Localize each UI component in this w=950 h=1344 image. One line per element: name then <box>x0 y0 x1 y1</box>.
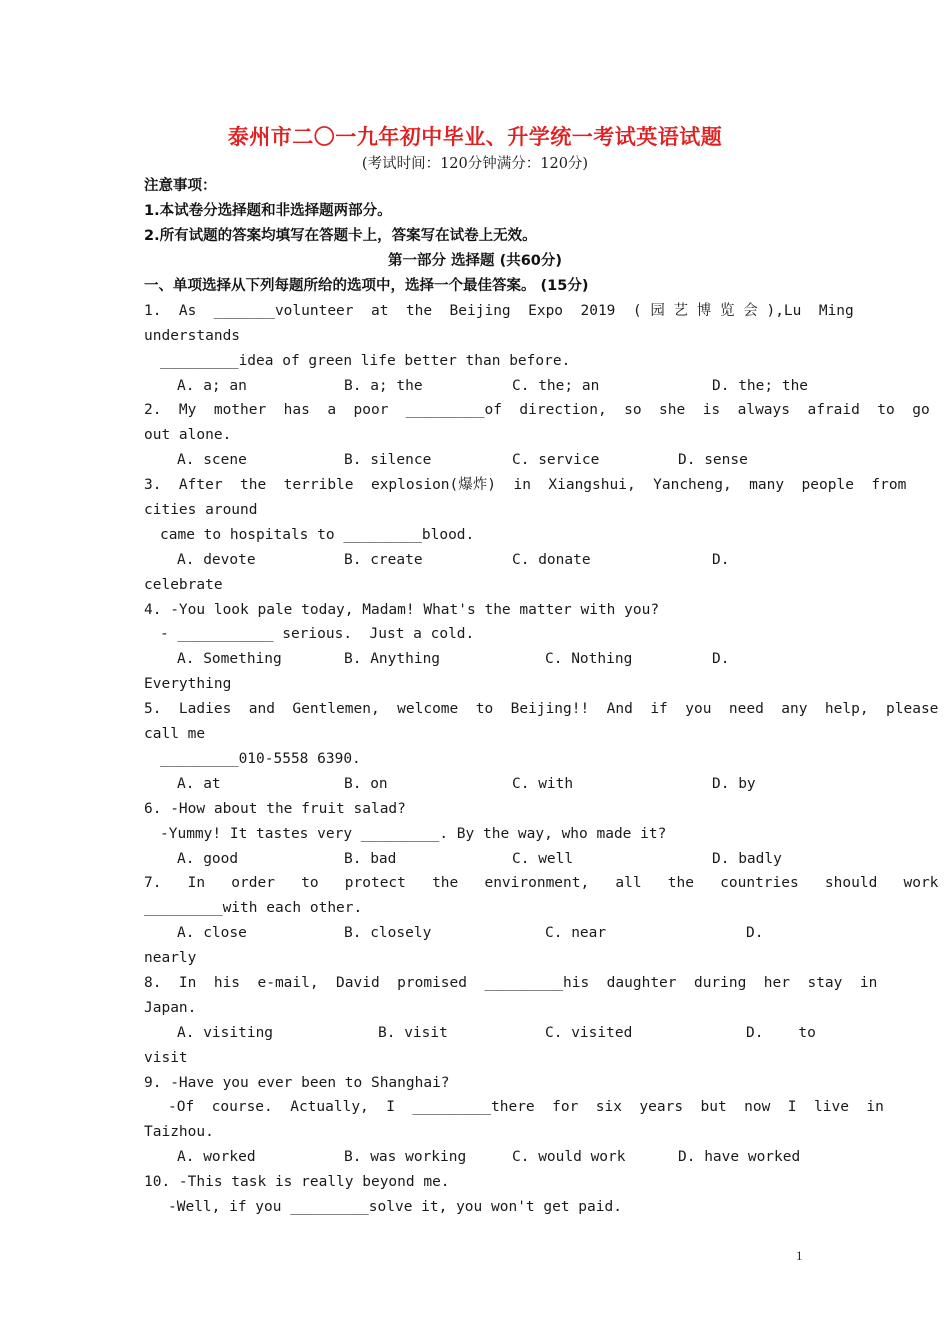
question-line: 10. -This task is really beyond me. <box>144 1174 450 1190</box>
question-line: 3. After the terrible explosion(爆炸) in Xiangshui, Yancheng, many people from <box>144 477 907 493</box>
question-line: _________010-5558 6390. <box>160 751 361 767</box>
question-line: came to hospitals to _________blood. <box>160 527 475 543</box>
option-a: A. devote <box>177 552 256 568</box>
option-d-wrap: celebrate <box>144 577 223 593</box>
question-line: 6. -How about the fruit salad? <box>144 801 406 817</box>
option-d: D. <box>746 925 764 941</box>
option-c: C. service <box>512 452 600 468</box>
notes-heading: 注意事项： <box>144 178 217 194</box>
question-line: out alone. <box>144 427 232 443</box>
question-line: 5. Ladies and Gentlemen, welcome to Beijing!! And if you need any help, please <box>144 701 939 717</box>
option-c: C. visited <box>545 1025 633 1041</box>
page-number: 1 <box>796 1248 803 1263</box>
option-b: B. silence <box>344 452 432 468</box>
option-d-wrap: nearly <box>144 950 197 966</box>
option-c: C. Nothing <box>545 651 633 667</box>
question-line: -Yummy! It tastes very _________. By the way, who made it? <box>160 826 667 842</box>
option-b: B. closely <box>344 925 432 941</box>
option-a: A. close <box>177 925 247 941</box>
question-line: 7. In order to protect the environment, all the countries should work <box>144 875 939 891</box>
option-c: C. well <box>512 851 574 867</box>
option-a: A. a; an <box>177 378 247 394</box>
option-d: D. <box>712 651 730 667</box>
option-b: B. Anything <box>344 651 441 667</box>
section1-heading: 一、单项选择从下列每题所给的选项中，选择一个最佳答案。 (15分) <box>144 278 589 294</box>
exam-subtitle: (考试时间：120分钟满分：120分) <box>361 156 589 172</box>
option-b: B. create <box>344 552 423 568</box>
question-line: -Well, if you _________solve it, you won't get paid. <box>168 1199 622 1215</box>
question-line: _________with each other. <box>144 900 363 916</box>
option-b: B. a; the <box>344 378 423 394</box>
question-line: -Of course. Actually, I _________there for six years but now I live in <box>168 1099 884 1115</box>
question-line: - ___________ serious. Just a cold. <box>160 626 475 642</box>
option-b: B. visit <box>378 1025 448 1041</box>
question-line: cities around <box>144 502 258 518</box>
option-a: A. Something <box>177 651 282 667</box>
question-line: Japan. <box>144 1000 197 1016</box>
option-a: A. visiting <box>177 1025 274 1041</box>
question-line: 9. -Have you ever been to Shanghai? <box>144 1075 450 1091</box>
option-c: C. near <box>545 925 607 941</box>
option-d: D. sense <box>678 452 748 468</box>
option-a: A. at <box>177 776 221 792</box>
option-c: C. donate <box>512 552 591 568</box>
option-b: B. on <box>344 776 388 792</box>
question-line: understands <box>144 328 241 344</box>
option-d: D. by <box>712 776 756 792</box>
question-line: call me <box>144 726 206 742</box>
option-c: C. the; an <box>512 378 600 394</box>
option-d: D. to <box>746 1025 816 1041</box>
exam-title: 泰州市二〇一九年初中毕业、升学统一考试英语试题 <box>227 125 723 149</box>
question-line: 4. -You look pale today, Madam! What's the matter with you? <box>144 602 660 618</box>
option-a: A. worked <box>177 1149 256 1165</box>
option-a: A. good <box>177 851 239 867</box>
question-line: Taizhou. <box>144 1124 214 1140</box>
notes-item-2: 2.所有试题的答案均填写在答题卡上，答案写在试卷上无效。 <box>144 228 537 244</box>
notes-item-1: 1.本试卷分选择题和非选择题两部分。 <box>144 203 392 219</box>
option-d: D. badly <box>712 851 782 867</box>
option-b: B. bad <box>344 851 397 867</box>
option-d: D. the; the <box>712 378 809 394</box>
question-line: 8. In his e-mail, David promised _________his daughter during her stay in <box>144 975 878 991</box>
question-line: _________idea of green life better than before. <box>160 353 571 369</box>
option-c: C. with <box>512 776 574 792</box>
option-d-wrap: Everything <box>144 676 232 692</box>
option-d-wrap: visit <box>144 1050 188 1066</box>
option-a: A. scene <box>177 452 247 468</box>
question-line: 1. As _______volunteer at the Beijing Expo 2019 ( 园 艺 博 览 会 ),Lu Ming <box>144 303 854 319</box>
question-line: 2. My mother has a poor _________of direction, so she is always afraid to go <box>144 402 930 418</box>
option-c: C. would work <box>512 1149 626 1165</box>
option-b: B. was working <box>344 1149 467 1165</box>
option-d: D. <box>712 552 730 568</box>
part1-heading: 第一部分 选择题 (共60分) <box>387 253 563 269</box>
option-d: D. have worked <box>678 1149 801 1165</box>
